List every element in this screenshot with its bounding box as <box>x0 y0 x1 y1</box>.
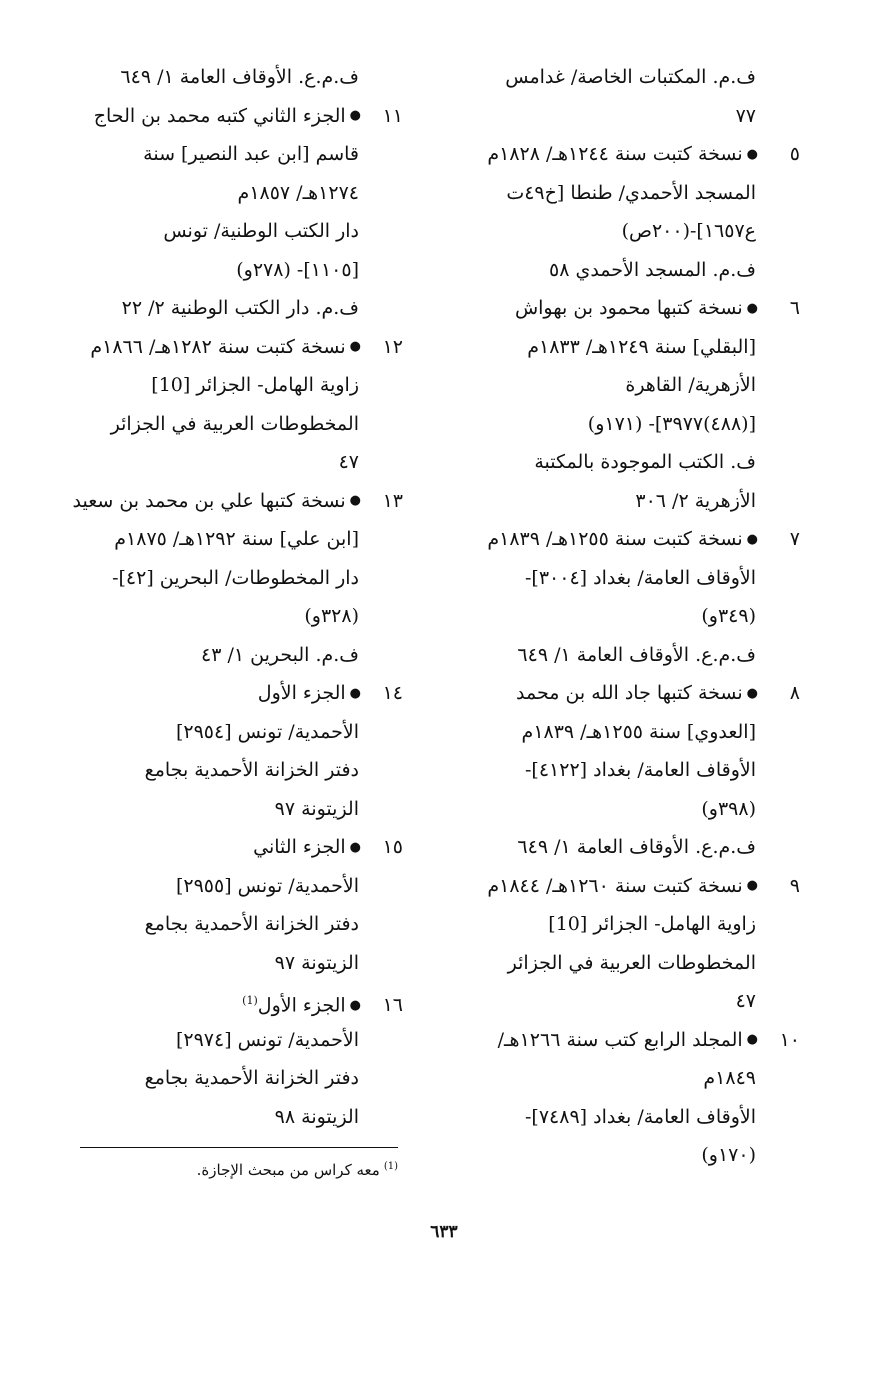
bullet-icon: ● <box>349 839 361 855</box>
catalog-entry-heading <box>448 520 800 559</box>
catalog-line <box>448 636 800 675</box>
line-text: ١٨٤٩م <box>703 1067 756 1089</box>
entry-number: ٨ <box>789 682 800 704</box>
line-text: (٣٢٨و) <box>304 605 359 627</box>
line-text: ف.م. المسجد الأحمدي ٥٨ <box>548 258 756 281</box>
catalog-entry-heading <box>73 97 403 136</box>
catalog-line <box>448 443 800 482</box>
catalog-line <box>73 251 403 290</box>
catalog-line <box>448 713 800 752</box>
right-column <box>448 58 800 1175</box>
line-text: (١٧٠و) <box>701 1144 756 1166</box>
line-text: [ابن علي] سنة ١٢٩٢هـ/ ١٨٧٥م <box>114 528 359 550</box>
line-text: [البقلي] سنة ١٢٤٩هـ/ ١٨٣٣م <box>527 335 756 358</box>
bullet-icon: ● <box>349 998 361 1014</box>
catalog-line <box>73 790 403 829</box>
entry-number: ١٢ <box>382 335 403 358</box>
line-text: ف.م. المكتبات الخاصة/ غدامس <box>505 66 756 88</box>
catalog-line <box>448 1059 800 1098</box>
catalog-entry-heading <box>73 482 403 521</box>
left-column <box>73 58 403 1136</box>
catalog-line <box>448 58 800 97</box>
catalog-line <box>73 443 403 482</box>
catalog-line <box>73 944 403 983</box>
catalog-line <box>73 520 403 559</box>
line-text: المخطوطات العربية في الجزائر <box>110 412 359 435</box>
catalog-line <box>448 944 800 983</box>
line-text: ف.م.ع. الأوقاف العامة ١/ ٦٤٩ <box>517 836 756 858</box>
catalog-line <box>448 366 800 405</box>
line-text: الأحمدية/ تونس [٢٩٥٥] <box>175 874 359 897</box>
line-text: قاسم [ابن عبد النصير] سنة <box>143 143 359 165</box>
entry-number: ٩ <box>789 874 800 897</box>
entry-number: ١٠ <box>779 1028 800 1051</box>
entry-number: ١٤ <box>382 682 403 704</box>
footnote-text: معه كراس من مبحث الإجازة. <box>196 1161 380 1179</box>
catalog-line <box>73 1021 403 1060</box>
catalog-line <box>73 212 403 251</box>
catalog-line <box>448 905 800 944</box>
entry-number: ١١ <box>382 104 403 127</box>
line-text: ٧٧ <box>735 104 756 127</box>
catalog-entry-heading <box>73 328 403 367</box>
catalog-line <box>73 58 403 97</box>
entry-title: نسخة كتبت سنة ١٢٥٥هـ/ ١٨٣٩م <box>487 528 743 550</box>
catalog-entry-heading <box>448 867 800 906</box>
catalog-line <box>448 559 800 598</box>
catalog-line <box>73 751 403 790</box>
line-text: الأوقاف العامة/ بغداد [٣٠٠٤]- <box>524 566 756 589</box>
entry-title: الجزء الأول <box>257 994 346 1017</box>
entry-title: الجزء الثاني كتبه محمد بن الحاج <box>93 104 346 127</box>
catalog-line <box>73 135 403 174</box>
line-text: الأزهرية ٢/ ٣٠٦ <box>635 489 756 512</box>
catalog-line <box>73 597 403 636</box>
line-text: الأحمدية/ تونس [٢٩٥٤] <box>175 720 359 743</box>
entry-number: ٧ <box>789 528 800 550</box>
catalog-entry-heading <box>73 982 403 1021</box>
catalog-line <box>448 251 800 290</box>
line-text: ف. الكتب الموجودة بالمكتبة <box>534 451 756 473</box>
catalog-line <box>448 751 800 790</box>
line-text: زاوية الهامل- الجزائر [10] <box>548 913 756 935</box>
catalog-line <box>73 867 403 906</box>
line-text: (٣٤٩و) <box>701 605 756 627</box>
line-text: الأزهرية/ القاهرة <box>625 374 756 396</box>
line-text: [العدوي] سنة ١٢٥٥هـ/ ١٨٣٩م <box>521 720 756 743</box>
line-text: الأوقاف العامة/ بغداد [٤١٢٢]- <box>524 759 756 781</box>
catalog-line <box>448 97 800 136</box>
line-text: ١٢٧٤هـ/ ١٨٥٧م <box>237 181 359 204</box>
line-text: ٤٧ <box>735 990 756 1012</box>
line-text: الزيتونة ٩٧ <box>274 797 359 820</box>
line-text: الزيتونة ٩٨ <box>274 1105 359 1128</box>
line-text: الأحمدية/ تونس [٢٩٧٤] <box>175 1028 359 1051</box>
entry-number: ١٦ <box>382 994 403 1017</box>
line-text: (٣٩٨و) <box>701 797 756 820</box>
catalog-entry-heading <box>73 828 403 867</box>
page-number: ٦٣٣ <box>430 1222 458 1242</box>
catalog-line <box>73 1059 403 1098</box>
line-text: دفتر الخزانة الأحمدية بجامع <box>144 913 359 935</box>
entry-number: ٦ <box>789 297 800 319</box>
line-text: دفتر الخزانة الأحمدية بجامع <box>144 759 359 781</box>
entry-number: ٥ <box>789 143 800 165</box>
catalog-line <box>448 328 800 367</box>
catalog-line <box>448 982 800 1021</box>
line-text: دار الكتب الوطنية/ تونس <box>163 220 359 242</box>
catalog-line <box>73 1098 403 1137</box>
entry-number: ١٣ <box>382 489 403 512</box>
catalog-entry-heading <box>448 1021 800 1060</box>
entry-title: نسخة كتبها علي بن محمد بن سعيد <box>73 489 346 512</box>
catalog-line <box>448 1098 800 1137</box>
catalog-entry-heading <box>448 289 800 328</box>
line-text: ف.م.ع. الأوقاف العامة ١/ ٦٤٩ <box>517 643 756 666</box>
entry-number: ١٥ <box>382 836 403 858</box>
bullet-icon: ● <box>746 146 758 162</box>
line-text: ف.م. البحرين ١/ ٤٣ <box>200 643 359 666</box>
line-text: ع١٦٥٧]-(٢٠٠ص) <box>621 220 756 242</box>
catalog-line <box>73 559 403 598</box>
entry-title: المجلد الرابع كتب سنة ١٢٦٦هـ/ <box>497 1028 743 1051</box>
line-text: زاوية الهامل- الجزائر [10] <box>151 374 359 396</box>
line-text: دفتر الخزانة الأحمدية بجامع <box>144 1067 359 1089</box>
line-text: الزيتونة ٩٧ <box>274 951 359 974</box>
bullet-icon: ● <box>349 108 361 124</box>
entry-title: نسخة كتبها محمود بن بهواش <box>514 297 743 319</box>
catalog-line <box>448 482 800 521</box>
bullet-icon: ● <box>746 300 758 316</box>
catalog-line <box>73 905 403 944</box>
catalog-line <box>73 174 403 213</box>
line-text: ٤٧ <box>338 451 359 473</box>
catalog-line <box>73 366 403 405</box>
footnote-mark: (1) <box>383 1161 398 1172</box>
line-text: الأوقاف العامة/ بغداد [٧٤٨٩]- <box>524 1105 756 1128</box>
entry-title: الجزء الثاني <box>253 836 346 858</box>
catalog-line <box>448 174 800 213</box>
line-text: ف.م.ع. الأوقاف العامة ١/ ٦٤٩ <box>120 66 359 88</box>
footnote-separator <box>80 1147 398 1148</box>
entry-title: نسخة كتبت سنة ١٢٦٠هـ/ ١٨٤٤م <box>487 874 743 897</box>
bullet-icon: ● <box>349 493 361 509</box>
catalog-line <box>448 597 800 636</box>
catalog-entry-heading <box>73 674 403 713</box>
line-text: دار المخطوطات/ البحرين [٤٢]- <box>112 566 359 589</box>
catalog-line <box>448 1136 800 1175</box>
line-text: المسجد الأحمدي/ طنطا [خ٤٩ت <box>506 181 756 204</box>
line-text: [١١٠٥]- (٢٧٨و) <box>236 258 359 281</box>
bullet-icon: ● <box>746 878 758 894</box>
catalog-line <box>448 405 800 444</box>
entry-title: نسخة كتبت سنة ١٢٤٤هـ/ ١٨٢٨م <box>487 143 743 165</box>
entry-title: نسخة كتبها جاد الله بن محمد <box>516 682 743 704</box>
entry-title: نسخة كتبت سنة ١٢٨٢هـ/ ١٨٦٦م <box>90 335 346 358</box>
catalog-line <box>448 790 800 829</box>
catalog-line <box>448 828 800 867</box>
catalog-line <box>73 405 403 444</box>
catalog-line <box>73 636 403 675</box>
line-text: [(٤٨٨)٣٩٧٧]- (١٧١و) <box>587 412 756 435</box>
bullet-icon: ● <box>746 1032 758 1048</box>
line-text: ف.م. دار الكتب الوطنية ٢/ ٢٢ <box>121 297 359 319</box>
footnote-reference: (1) <box>242 994 258 1007</box>
catalog-line <box>73 289 403 328</box>
footnote <box>80 1156 398 1181</box>
catalog-line <box>448 212 800 251</box>
catalog-entry-heading <box>448 674 800 713</box>
bullet-icon: ● <box>746 531 758 547</box>
line-text: المخطوطات العربية في الجزائر <box>507 951 756 974</box>
bullet-icon: ● <box>746 685 758 701</box>
bullet-icon: ● <box>349 685 361 701</box>
bullet-icon: ● <box>349 339 361 355</box>
entry-title: الجزء الأول <box>257 682 346 704</box>
catalog-entry-heading <box>448 135 800 174</box>
catalog-line <box>73 713 403 752</box>
